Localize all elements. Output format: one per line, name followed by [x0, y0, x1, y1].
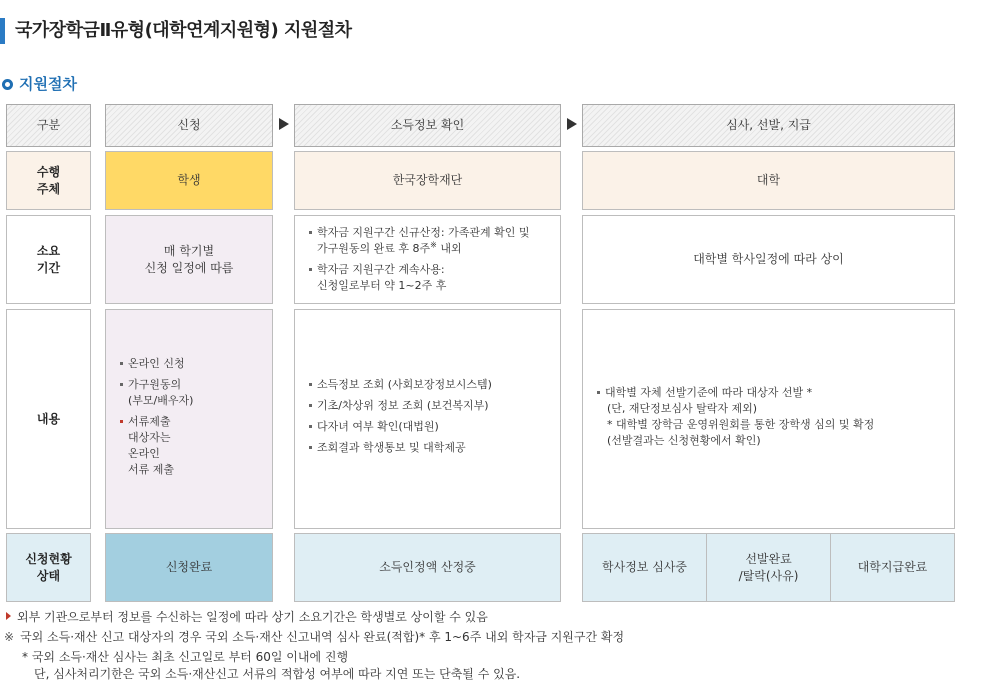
- duration-apply: [105, 215, 273, 304]
- list-item-line: 서류제출: [128, 414, 171, 428]
- list-item-line: 온라인: [128, 446, 160, 460]
- list-item: [309, 262, 529, 294]
- reference-mark-icon: ※: [4, 630, 15, 644]
- list-item: 다자녀 여부 확인(대법원): [309, 419, 492, 435]
- content-review-list: [597, 385, 874, 454]
- status-apply: 신청완료: [105, 533, 273, 602]
- content-income-check: [294, 309, 561, 529]
- row-label-performer: [6, 151, 91, 210]
- content-income-list: [309, 377, 492, 461]
- list-item: [120, 356, 193, 372]
- reference-mark: ※: [430, 239, 437, 249]
- header-review: 심사, 선발, 지급: [582, 104, 955, 147]
- header-income-check: 소득정보 확인: [294, 104, 561, 147]
- list-item: 조회결과 학생통보 및 대학제공: [309, 440, 492, 456]
- list-item-line: 신청일로부터 약 1~2주 후: [317, 278, 447, 292]
- note-foreign-income: [4, 628, 624, 646]
- row-label-content: 내용: [6, 309, 91, 529]
- list-item-line: (단, 재단정보심사 탈락자 제외): [607, 401, 758, 415]
- duration-apply-line: 신청 일정에 따름: [144, 260, 234, 275]
- status-review-2: [706, 533, 831, 602]
- circle-bullet-icon: [2, 79, 13, 90]
- header-category: 구분: [6, 104, 91, 147]
- row-label-duration: [6, 215, 91, 304]
- list-item-line: [317, 241, 529, 257]
- arrow-right-icon: [279, 118, 289, 130]
- note-text: 국외 소득·재산 신고 대상자의 경우 국외 소득·재산 신고내역 심사 완료(적합)* 후 1~6주 내외 학자금 지원구간 확정: [20, 630, 625, 644]
- list-item-line: 서류 제출: [128, 462, 175, 476]
- content-apply-list: [120, 356, 193, 483]
- red-triangle-icon: [6, 612, 11, 620]
- list-item-line: 대학별 자체 선발기준에 따라 대상자 선발 *: [605, 385, 813, 399]
- list-item-line: 온라인 신청: [128, 356, 185, 370]
- header-apply: 신청: [105, 104, 273, 147]
- status-line: 선발완료: [745, 551, 792, 566]
- status-review-3: 대학지급완료: [830, 533, 955, 602]
- page-title: 국가장학금Ⅱ유형(대학연계지원형) 지원절차: [0, 18, 1006, 44]
- list-item-line: 학자금 지원구간 계속사용:: [317, 262, 445, 276]
- duration-review: 대학별 학사일정에 따라 상이: [582, 215, 955, 304]
- performer-income-check: 한국장학재단: [294, 151, 561, 210]
- row-label-status: [6, 533, 91, 602]
- content-apply: [105, 309, 273, 529]
- content-review: [582, 309, 955, 529]
- status-income-check: 소득인정액 산정중: [294, 533, 561, 602]
- duration-apply-line: 매 학기별: [163, 243, 215, 258]
- row-label-line: 주체: [36, 181, 61, 196]
- list-item-line: (선발결과는 신청현황에서 확인): [607, 433, 761, 447]
- list-item: [120, 414, 193, 478]
- row-label-line: 소요: [36, 243, 61, 258]
- section-title: [2, 74, 77, 94]
- list-item: [309, 225, 529, 257]
- list-item: 기초/차상위 정보 조회 (보건복지부): [309, 398, 492, 414]
- duration-income-check: [294, 215, 561, 304]
- row-label-line: 수행: [36, 164, 61, 179]
- row-label-line: 신청현황: [25, 551, 72, 566]
- list-item: [597, 385, 874, 449]
- row-label-line: 기간: [36, 260, 61, 275]
- list-item-line: 가구원동의: [128, 377, 182, 391]
- list-item-line: 대상자는: [128, 430, 171, 444]
- arrow-right-icon: [567, 118, 577, 130]
- status-line: /탈락(사유): [738, 568, 799, 583]
- section-title-text: 지원절차: [19, 75, 77, 93]
- row-label-line: 상태: [36, 568, 61, 583]
- performer-apply: 학생: [105, 151, 273, 210]
- list-item-line: * 대학별 장학금 운영위원회를 통한 장학생 심의 및 확정: [607, 417, 875, 431]
- list-item-text: 내외: [436, 241, 462, 255]
- list-item: [120, 377, 193, 409]
- duration-income-list: [309, 225, 529, 299]
- list-item: 소득정보 조회 (사회보장정보시스템): [309, 377, 492, 393]
- note-text: 외부 기관으로부터 정보를 수신하는 일정에 따라 상기 소요기간은 학생별로 상이할 수 있음: [17, 610, 488, 624]
- list-item-line: 학자금 지원구간 신규산정: 가족관계 확인 및: [317, 225, 530, 239]
- status-review-1: 학사정보 심사중: [582, 533, 707, 602]
- list-item-text: 가구원동의 완료 후 8주: [317, 241, 431, 255]
- performer-review: 대학: [582, 151, 955, 210]
- note-processing-period: 단, 심사처리기한은 국외 소득·재산신고 서류의 적합성 여부에 따라 지연 또는 단축될 수 있음.: [34, 667, 521, 681]
- note-foreign-review: * 국외 소득·재산 심사는 최초 신고일로 부터 60일 이내에 진행: [22, 650, 349, 664]
- list-item-line: (부모/배우자): [128, 393, 194, 407]
- note-schedule: [6, 608, 488, 626]
